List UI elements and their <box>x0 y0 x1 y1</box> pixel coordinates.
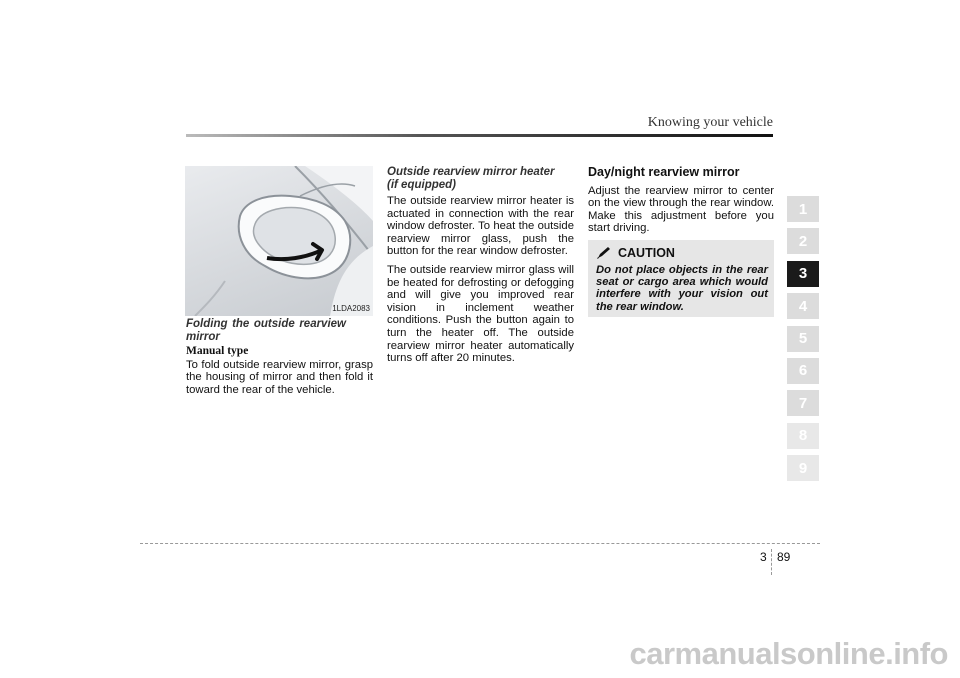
chapter-tab-1[interactable]: 1 <box>787 196 819 222</box>
day-night-section <box>588 166 774 241</box>
fold-mirror-section <box>186 318 373 402</box>
caution-label: CAUTION <box>618 246 675 260</box>
mirror-heater-para2: The outside rearview mirror glass will be heated for defrosting or defogging and will give you improved rear vision in inclement weather conditions. Push the button again to turn the heater off. The outside rearview mirror heater automatically turns off after 20 minutes. <box>387 263 574 365</box>
mirror-heater-title-line1: Outside rearview mirror heater <box>387 166 555 178</box>
caution-header <box>596 246 675 260</box>
mirror-heater-para1: The outside rearview mirror heater is actuated in connection with the rear window defroster. To heat the outside rearview mirror glass, push the button for the rear window defroster. <box>387 195 574 258</box>
fold-mirror-title: Folding the outside rearview mirror <box>186 318 346 343</box>
page-header-title: Knowing your vehicle <box>647 115 773 130</box>
chapter-tab-9[interactable]: 9 <box>787 455 819 481</box>
mirror-heater-section <box>387 166 574 371</box>
mirror-heater-title-line2: (if equipped) <box>387 178 456 191</box>
figure-code: 1LDA2083 <box>332 304 370 313</box>
chapter-tab-4[interactable]: 4 <box>787 293 819 319</box>
chapter-tab-7[interactable]: 7 <box>787 390 819 416</box>
footer-divider <box>771 549 772 575</box>
chapter-tab-5[interactable]: 5 <box>787 326 819 352</box>
header-rule <box>186 134 773 137</box>
chapter-tab-3[interactable]: 3 <box>787 261 819 287</box>
footer-page-number: 89 <box>777 550 791 564</box>
manual-type-label: Manual type <box>186 345 249 357</box>
day-night-title: Day/night rearview mirror <box>588 165 740 179</box>
footer-chapter-number: 3 <box>760 550 767 564</box>
day-night-body: Adjust the rearview mirror to center on the view through the rear window. Make this adjustment before you start driving. <box>588 184 774 235</box>
chapter-tabs <box>787 196 819 488</box>
caution-text: Do not place objects in the rear seat or cargo area which would interfere with your vision out the rear window. <box>596 264 768 313</box>
chapter-tab-2[interactable]: 2 <box>787 228 819 254</box>
pencil-icon <box>596 246 612 260</box>
mirror-illustration <box>185 166 373 316</box>
chapter-tab-8[interactable]: 8 <box>787 423 819 449</box>
mirror-heater-title <box>387 166 574 191</box>
folding-mirror-drawing <box>185 166 373 316</box>
watermark: carmanualsonline.info <box>629 636 948 671</box>
fold-mirror-body: To fold outside rearview mirror, grasp the housing of mirror and then fold it toward the rear of the vehicle. <box>186 358 373 396</box>
footer-rule <box>140 543 820 544</box>
chapter-tab-6[interactable]: 6 <box>787 358 819 384</box>
caution-box <box>588 240 774 317</box>
